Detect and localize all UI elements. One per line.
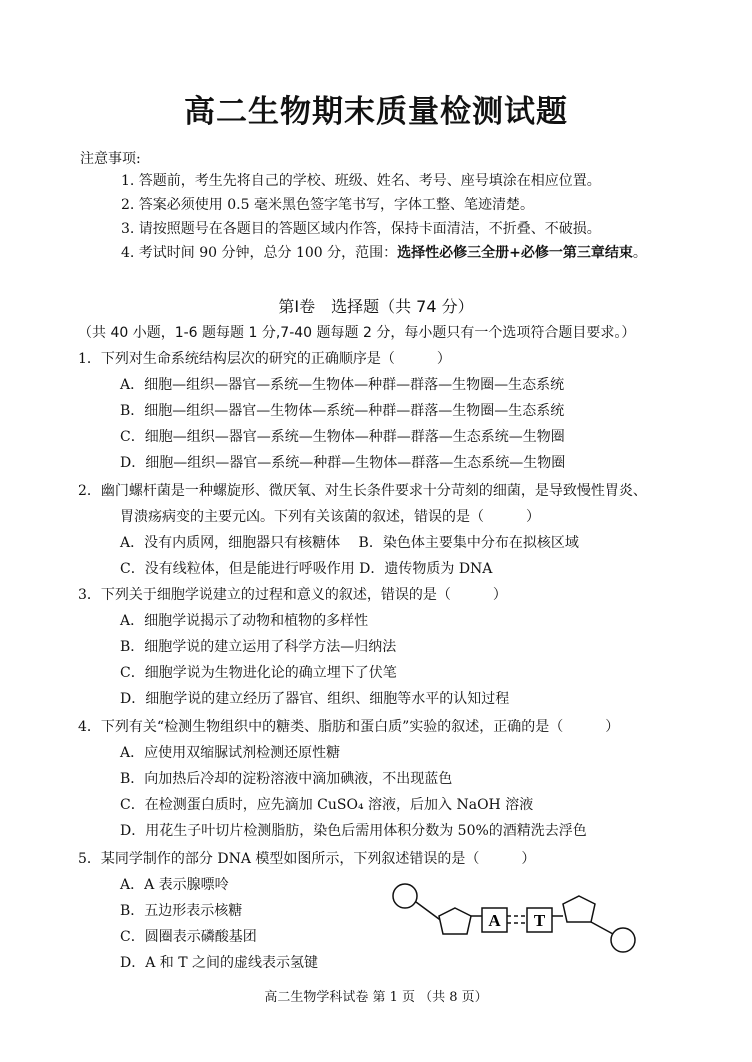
q2-stem-line1: 2．幽门螺杆菌是一种螺旋形、微厌氧、对生长条件要求十分苛刻的细菌，是导致慢性胃炎、 — [78, 483, 647, 499]
q4-option-d: D．用花生子叶切片检测脂肪，染色后需用体积分数为 50%的酒精洗去浮色 — [120, 823, 587, 839]
base-t-label: T — [533, 911, 546, 930]
q5-option-b: B．五边形表示核糖 — [120, 903, 243, 919]
q2-options-ab: A．没有内质网，细胞器只有核糖体 B．染色体主要集中分布在拟核区域 — [120, 535, 579, 551]
notice-item-4-suffix: 。 — [632, 245, 647, 261]
notice-item-2: 2. 答案必须使用 0.5 毫米黑色签字笔书写，字体工整、笔迹清楚。 — [121, 197, 534, 213]
q3-stem: 3．下列关于细胞学说建立的过程和意义的叙述，错误的是（ ） — [78, 587, 507, 603]
dna-model-figure — [385, 878, 650, 960]
q5-option-a: A．A 表示腺嘌呤 — [120, 877, 229, 893]
exam-title: 高二生物期末质量检测试题 — [184, 94, 568, 130]
page-footer: 高二生物学科试卷 第 1 页 （共 8 页） — [264, 990, 488, 1005]
base-a-label: A — [488, 911, 501, 930]
q3-option-a: A．细胞学说揭示了动物和植物的多样性 — [120, 613, 369, 629]
q4-option-b: B．向加热后冷却的淀粉溶液中滴加碘液，不出现蓝色 — [120, 771, 453, 787]
pentagon-sugar-right — [563, 896, 595, 922]
q2-stem-line2: 胃溃疡病变的主要元凶。下列有关该菌的叙述，错误的是（ ） — [120, 509, 540, 525]
q4-option-a: A．应使用双缩脲试剂检测还原性糖 — [120, 745, 341, 761]
notice-item-1: 1. 答题前，考生先将自己的学校、班级、姓名、考号、座号填涂在相应位置。 — [121, 173, 601, 189]
notice-item-3: 3. 请按照题号在各题目的答题区域内作答，保持卡面清洁，不折叠、不破损。 — [121, 221, 601, 237]
exam-scope: 选择性必修三全册+必修一第三章结束 — [397, 245, 633, 261]
section-heading: 第Ⅰ卷 选择题（共 74 分） — [278, 297, 474, 316]
q5-stem: 5．某同学制作的部分 DNA 模型如图所示，下列叙述错误的是（ ） — [78, 851, 536, 867]
phosphate-circle-right — [611, 928, 635, 952]
q4-option-c: C．在检测蛋白质时，应先滴加 CuSO₄ 溶液，后加入 NaOH 溶液 — [120, 797, 534, 813]
bond-line-right-2 — [591, 922, 613, 934]
q3-option-d: D．细胞学说的建立经历了器官、组织、细胞等水平的认知过程 — [120, 691, 510, 707]
q1-option-a: A．细胞—组织—器官—系统—生物体—种群—群落—生物圈—生态系统 — [120, 377, 565, 393]
q4-stem: 4．下列有关“检测生物组织中的糖类、脂肪和蛋白质”实验的叙述，正确的是（ ） — [78, 719, 620, 735]
q5-option-c: C．圆圈表示磷酸基团 — [120, 929, 257, 945]
pentagon-sugar-left — [439, 908, 471, 934]
q3-option-b: B．细胞学说的建立运用了科学方法—归纳法 — [120, 639, 397, 655]
notice-item-4-prefix: 4. 考试时间 90 分钟，总分 100 分，范围： — [121, 245, 398, 261]
q1-stem: 1．下列对生命系统结构层次的研究的正确顺序是（ ） — [78, 351, 451, 367]
q1-option-b: B．细胞—组织—器官—生物体—系统—种群—群落—生物圈—生态系统 — [120, 403, 565, 419]
q2-options-cd: C．没有线粒体，但是能进行呼吸作用 D．遗传物质为 DNA — [120, 561, 493, 577]
phosphate-circle-left — [393, 884, 417, 908]
q5-option-d: D．A 和 T 之间的虚线表示氢键 — [120, 955, 319, 971]
q1-option-c: C．细胞—组织—器官—系统—生物体—种群—群落—生态系统—生物圈 — [120, 429, 565, 445]
q1-option-d: D．细胞—组织—器官—系统—种群—生物体—群落—生态系统—生物圈 — [120, 455, 566, 471]
q3-option-c: C．细胞学说为生物进化论的确立埋下了伏笔 — [120, 665, 397, 681]
notice-heading: 注意事项: — [80, 151, 141, 167]
section-note: （共 40 小题，1-6 题每题 1 分,7-40 题每题 2 分，每小题只有一个选项符合题目要求。） — [78, 325, 636, 341]
notice-item-4 — [121, 242, 647, 262]
